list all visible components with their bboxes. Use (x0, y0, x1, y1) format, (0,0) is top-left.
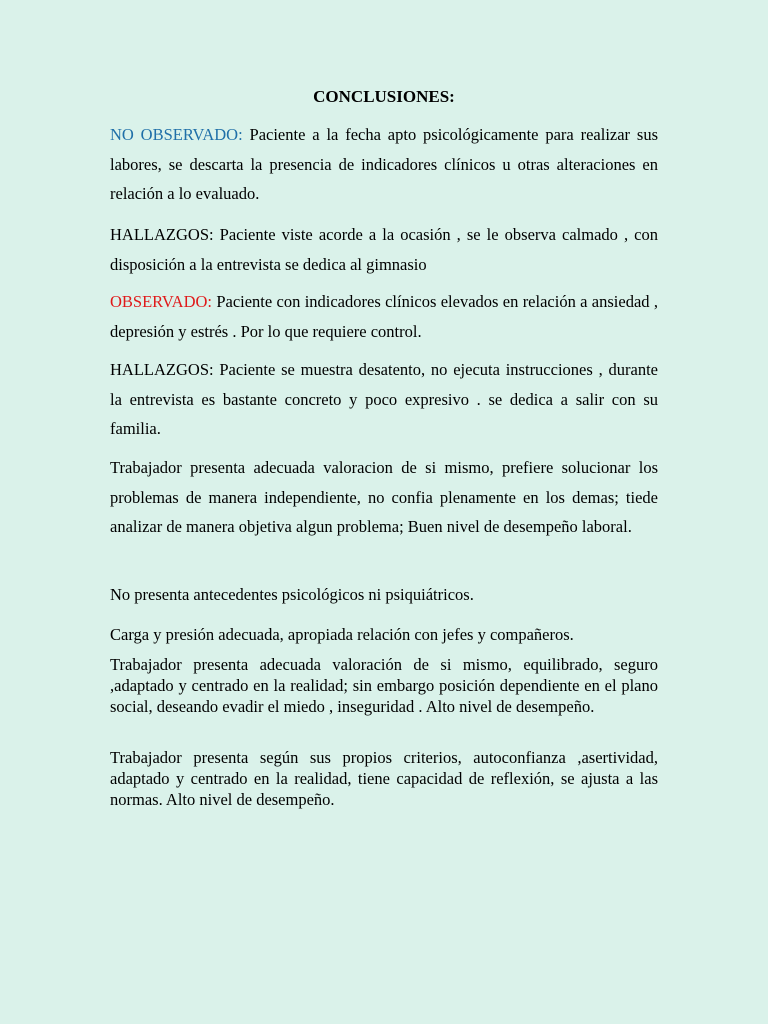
paragraph-carga: Carga y presión adecuada, apropiada relación con jefes y compañeros. (110, 625, 574, 644)
no-observado-label: NO OBSERVADO: (110, 125, 243, 144)
paragraph-trabajador-2: Trabajador presenta adecuada valoración de si mismo, equilibrado, seguro ,adaptado y centrado en la realidad; sin embargo posición dependiente en el plano social, deseando evadir el miedo , inseguridad . Alto nivel de desempeño. (110, 655, 658, 716)
paragraph-no-observado (110, 120, 658, 209)
paragraph-hallazgos-2: HALLAZGOS: Paciente se muestra desatento, no ejecuta instrucciones , durante la entrevista es bastante concreto y poco expresivo . se dedica a salir con su familia. (110, 360, 658, 438)
paragraph-observado (110, 287, 658, 346)
page-title: CONCLUSIONES: (313, 87, 455, 106)
paragraph-trabajador-1: Trabajador presenta adecuada valoracion de si mismo, prefiere solucionar los problemas de manera independiente, no confia plenamente en los demas; tiede analizar de manera objetiva algun problema; Buen nivel de desempeño laboral. (110, 458, 658, 536)
paragraph-trabajador-3: Trabajador presenta según sus propios criterios, autoconfianza ,asertividad, adaptado y centrado en la realidad, tiene capacidad de reflexión, se ajusta a las normas. Alto nivel de desempeño. (110, 748, 658, 809)
observado-label: OBSERVADO: (110, 292, 212, 311)
observado-text: Paciente con indicadores clínicos elevados en relación a ansiedad , depresión y estrés . Por lo que requiere control. (110, 292, 658, 341)
no-observado-text: Paciente a la fecha apto psicológicamente para realizar sus labores, se descarta la presencia de indicadores clínicos u otras alteraciones en relación a lo evaluado. (110, 125, 659, 203)
paragraph-hallazgos-1: HALLAZGOS: Paciente viste acorde a la ocasión , se le observa calmado , con disposición a la entrevista se dedica al gimnasio (110, 225, 658, 274)
paragraph-antecedentes: No presenta antecedentes psicológicos ni psiquiátricos. (110, 585, 474, 604)
